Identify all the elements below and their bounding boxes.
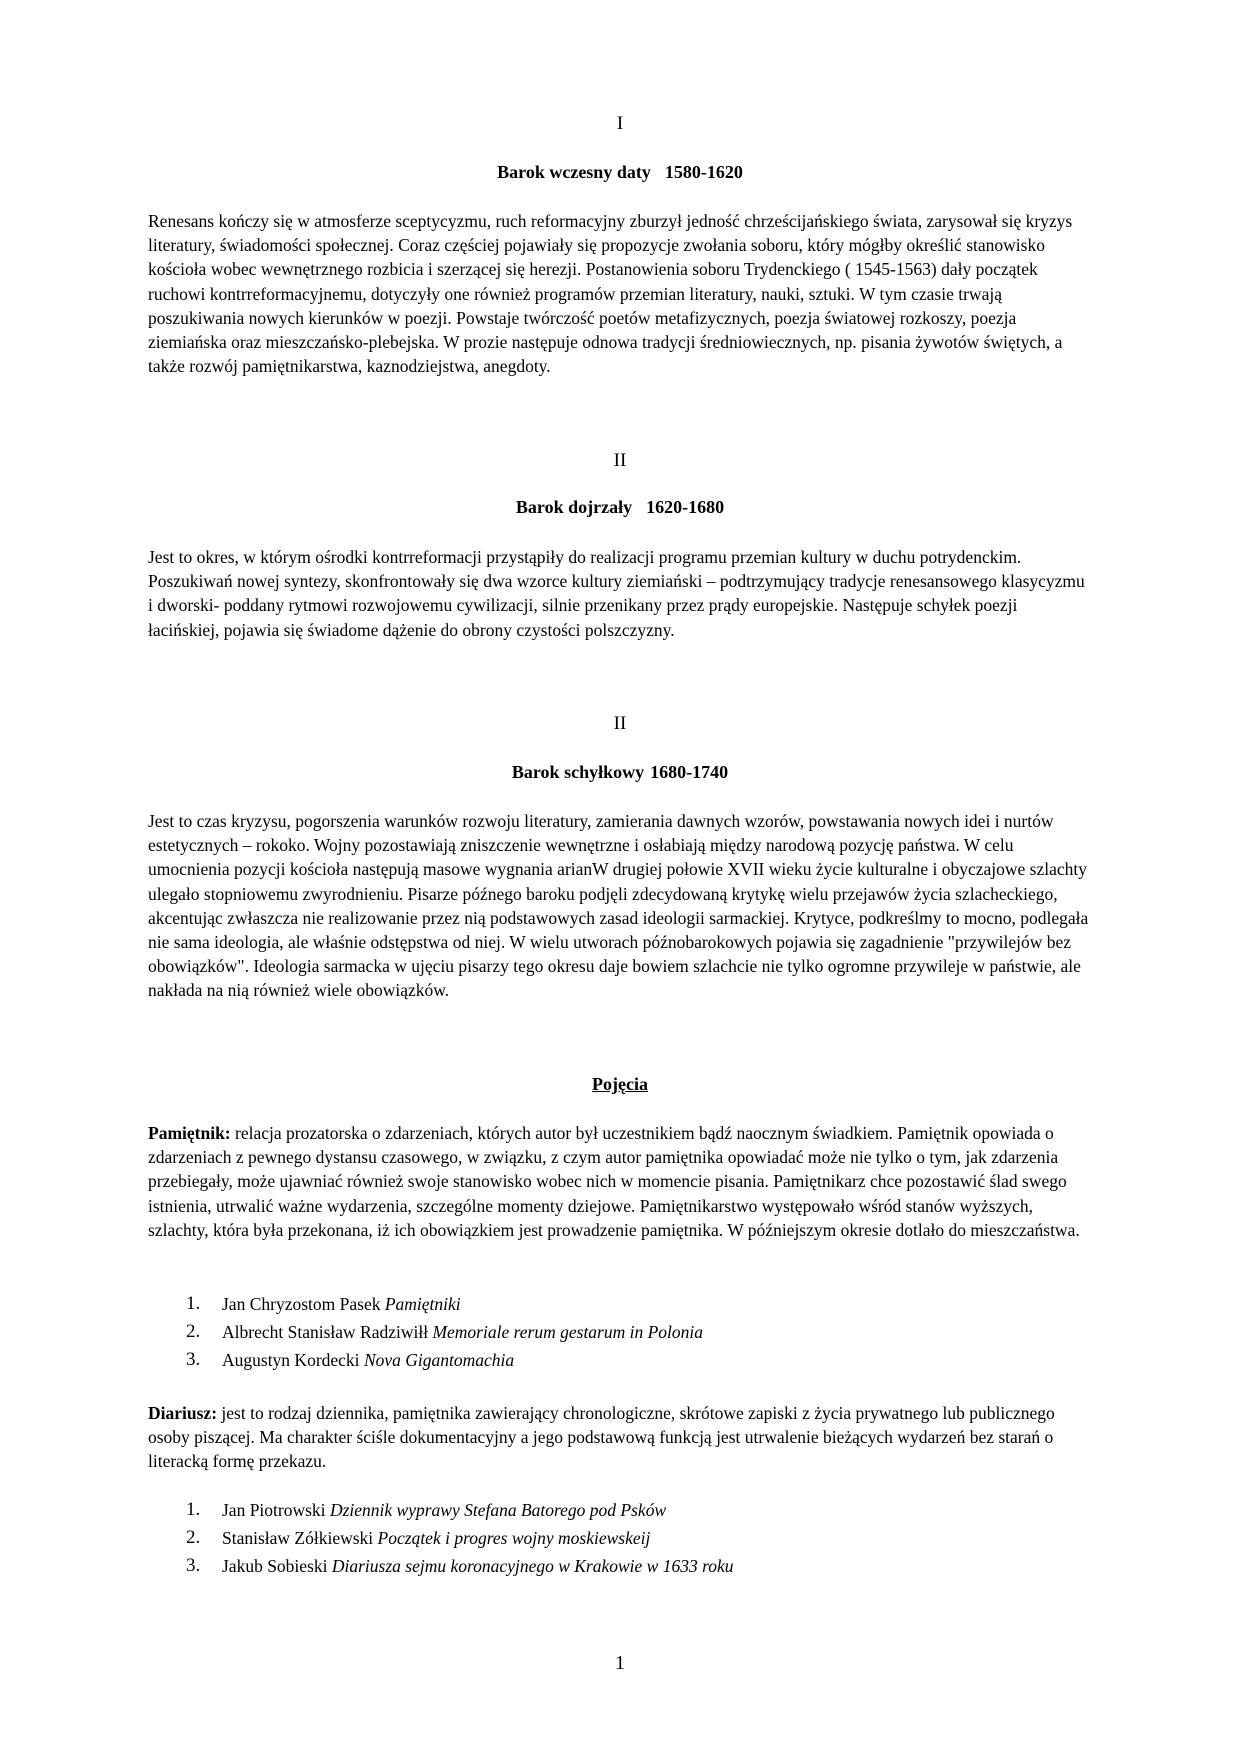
list-item bbox=[148, 1524, 1048, 1552]
concept-term: Diariusz: bbox=[148, 1403, 218, 1423]
work-author: Jan Chryzostom Pasek bbox=[222, 1294, 381, 1314]
list-number: 1. bbox=[186, 1293, 201, 1314]
works-list bbox=[148, 1496, 1048, 1580]
work-title: Początek i progres wojny moskiewskeij bbox=[377, 1528, 651, 1548]
section-paragraph: Jest to okres, w którym ośrodki kontrreformacji przystąpiły do realizacji programu przemian kultury w duchu potrydenckim. Poszukiwań nowej syntezy, skonfrontowały się dwa wzorce kultury ziemiański – podtrzymujący tradycje renesansowego klasycyzmu i dworski- poddany rytmowi rozwojowemu cywilizacji, silnie przenikany przez prądy europejskie. Następuje schyłek poezji łacińskiej, pojawia się świadome dążenie do obrony czystości polszczyzny. bbox=[148, 547, 1085, 640]
work-title: Diariusza sejmu koronacyjnego w Krakowie w 1633 roku bbox=[331, 1556, 734, 1576]
section-numeral: I bbox=[616, 113, 624, 134]
concept-definition bbox=[148, 1121, 1092, 1242]
list-number: 3. bbox=[186, 1349, 201, 1370]
work-author: Albrecht Stanisław Radziwiłł bbox=[222, 1322, 429, 1342]
list-item bbox=[148, 1290, 1048, 1318]
work-author: Jan Piotrowski bbox=[222, 1500, 326, 1520]
concepts-heading: Pojęcia bbox=[592, 1074, 648, 1094]
work-title: Memoriale rerum gestarum in Polonia bbox=[432, 1322, 704, 1342]
section-heading bbox=[148, 162, 1092, 183]
work-author: Augustyn Kordecki bbox=[222, 1350, 360, 1370]
section-title: Barok dojrzały bbox=[515, 497, 633, 517]
list-number: 2. bbox=[186, 1321, 201, 1342]
section-heading bbox=[148, 497, 1092, 518]
section-years: 1680-1740 bbox=[650, 762, 729, 782]
list-number: 3. bbox=[186, 1555, 201, 1576]
list-item bbox=[148, 1346, 1048, 1374]
list-item bbox=[148, 1496, 1048, 1524]
concept-text: jest to rodzaj dziennika, pamiętnika zawierający chronologiczne, skrótowe zapiski z życia prywatnego lub publicznego osoby piszącej. Ma charakter ściśle dokumentacyjny a jego podstawową funkcją jest utrwalenie bieżących wydarzeń bez starań o literacką formę przekazu. bbox=[148, 1403, 1055, 1472]
concept-term: Pamiętnik: bbox=[148, 1123, 231, 1143]
work-title: Pamiętniki bbox=[384, 1294, 461, 1314]
section-years: 1580-1620 bbox=[664, 162, 743, 182]
section-title: Barok wczesny daty bbox=[497, 162, 651, 182]
section-paragraph: Jest to czas kryzysu, pogorszenia warunków rozwoju literatury, zamierania dawnych wzorów, powstawania nowych idei i nurtów estetycznych – rokoko. Wojny pozostawiają zniszczenie wewnętrzne i osłabiają między narodową pozycję państwa. W celu umocnienia pozycji kościoła następują masowe wygnania arianW drugiej połowie XVII wieku życie kulturalne i obyczajowe szlachty ulegało stopniowemu zwyrodnieniu. Pisarze późnego baroku podjęli zdecydowaną krytykę wielu przejawów życia szlacheckiego, akcentując zwłaszcza nie realizowanie przez nią podstawowych zasad ideologii sarmackiej. Krytyce, podkreślmy to mocno, podlegała nie sama ideologia, ale właśnie odstępstwa od niej. W wielu utworach późnobarokowych pojawia się zagadnienie "przywilejów bez obowiązków". Ideologia sarmacka w ujęciu pisarzy tego okresu daje bowiem szlachcie nie tylko ogromne przywileje w państwie, ale nakłada na nią również wiele obowiązków. bbox=[148, 811, 1089, 1001]
page-number: 1 bbox=[615, 1652, 625, 1674]
work-title: Nova Gigantomachia bbox=[363, 1350, 515, 1370]
list-item bbox=[148, 1552, 1048, 1580]
concept-text: relacja prozatorska o zdarzeniach, których autor był uczestnikiem bądź naocznym świadkiem. Pamiętnik opowiada o zdarzeniach z pewnego dystansu czasowego, w związku, z czym autor pamiętnika opowiadać może nie tylko o tym, jak zdarzenia przebiegały, może ujawniać również swoje stanowisko wobec nich w momencie pisania. Pamiętnikarz chce pozostawić ślad swego istnienia, utrwalić ważne wydarzenia, szczególne momenty dziejowe. Pamiętnikarstwo występowało wśród stanów wyższych, szlachty, która była przekonana, iż ich obowiązkiem jest prowadzenie pamiętnika. W późniejszym okresie dotlało do mieszczaństwa. bbox=[148, 1123, 1080, 1240]
section-numeral: II bbox=[613, 450, 627, 471]
work-author: Jakub Sobieski bbox=[222, 1556, 328, 1576]
section-years: 1620-1680 bbox=[646, 497, 725, 517]
list-number: 2. bbox=[186, 1527, 201, 1548]
work-title: Dziennik wyprawy Stefana Batorego pod Psków bbox=[329, 1500, 667, 1520]
concept-definition bbox=[148, 1401, 1092, 1474]
section-heading bbox=[148, 762, 1092, 783]
list-item bbox=[148, 1318, 1048, 1346]
section-numeral: II bbox=[613, 713, 627, 734]
section-title: Barok schyłkowy bbox=[511, 762, 645, 782]
works-list bbox=[148, 1290, 1048, 1374]
work-author: Stanisław Zółkiewski bbox=[222, 1528, 374, 1548]
section-paragraph: Renesans kończy się w atmosferze sceptycyzmu, ruch reformacyjny zburzył jedność chrześcijańskiego świata, zarysował się kryzys literatury, świadomości społecznej. Coraz częściej pojawiały się propozycje zwołania soboru, który mógłby określić stanowisko kościoła wobec wewnętrznego rozbicia i szerzącej się herezji. Postanowienia soboru Trydenckiego ( 1545-1563) dały początek ruchowi kontrreformacyjnemu, dotyczyły one również programów przemian literatury, nauki, sztuki. W tym czasie trwają poszukiwania nowych kierunków w poezji. Powstaje twórczość poetów metafizycznych, poezja światowej rozkoszy, poezja ziemiańska oraz mieszczańsko-plebejska. W prozie następuje odnowa tradycji średniowiecznych, np. pisania żywotów świętych, a także rozwój pamiętnikarstwa, kaznodziejstwa, anegdoty. bbox=[148, 211, 1073, 377]
list-number: 1. bbox=[186, 1499, 201, 1520]
